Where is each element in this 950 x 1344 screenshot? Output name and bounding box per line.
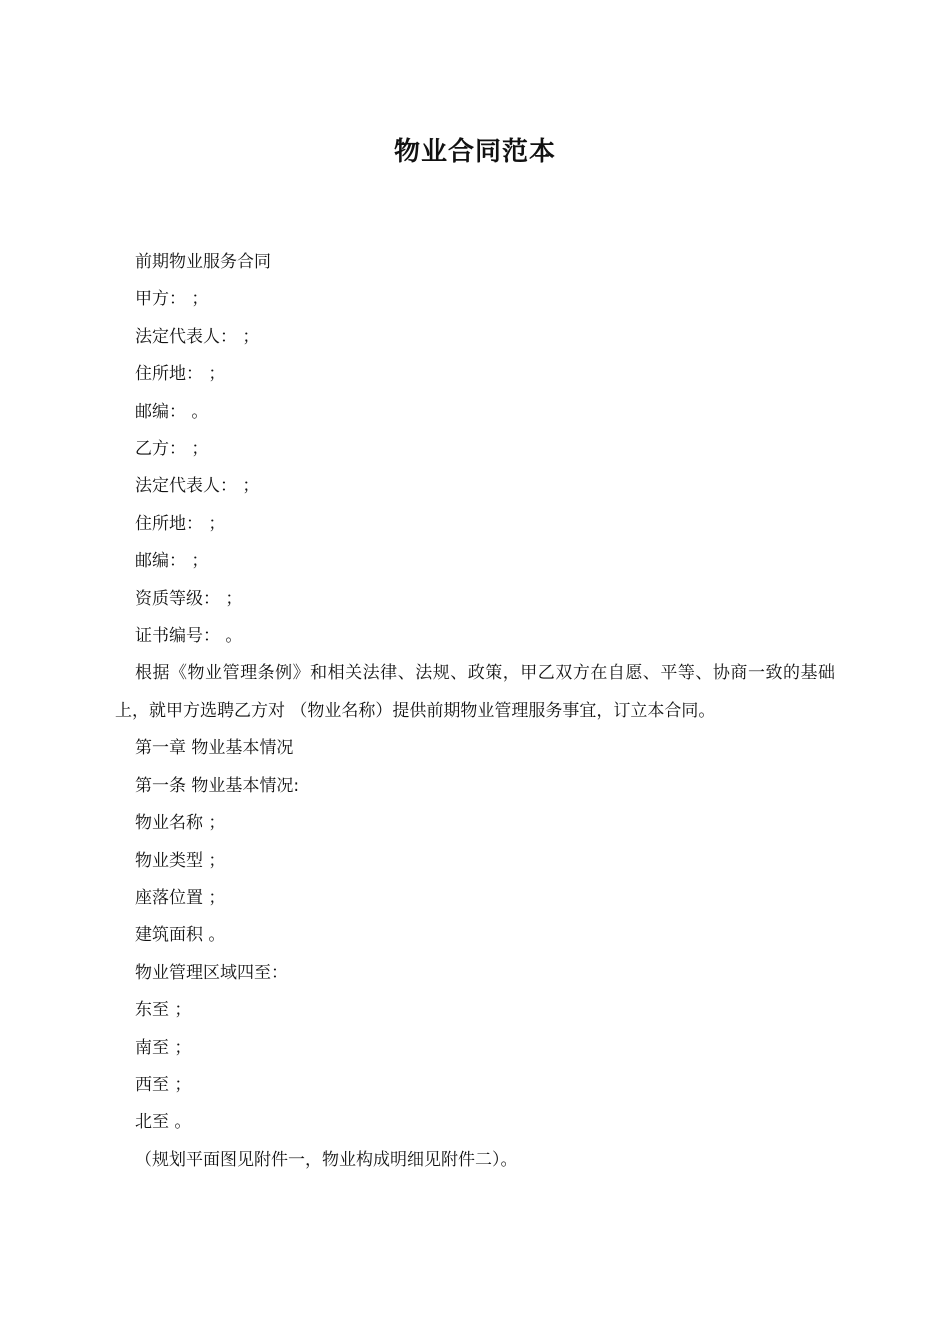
document-body bbox=[115, 244, 835, 1179]
text-line: 建筑面积 。 bbox=[135, 925, 226, 946]
article-heading: 第一条 物业基本情况: bbox=[135, 775, 300, 796]
text-line: 西至 ； bbox=[135, 1074, 192, 1095]
text-line: 南至 ； bbox=[135, 1037, 192, 1058]
text-line: 北至 。 bbox=[135, 1112, 192, 1133]
text-line: 物业类型 ； bbox=[135, 850, 226, 871]
text-line: 甲方： ； bbox=[135, 289, 209, 310]
text-line: 东至 ； bbox=[135, 1000, 192, 1021]
text-line: 资质等级： ； bbox=[135, 588, 243, 609]
text-line: 法定代表人： ； bbox=[135, 326, 260, 347]
text-line: 座落位置 ； bbox=[135, 887, 226, 908]
preamble-paragraph: 根据《物业管理条例》和相关法律、法规、政策，甲乙双方在自愿、平等、协商一致的基础上，就甲方选聘乙方对 （物业名称）提供前期物业管理服务事宜，订立本合同。 bbox=[115, 663, 835, 721]
text-line: 证书编号： 。 bbox=[135, 626, 243, 647]
text-line: 住所地： ； bbox=[135, 364, 226, 385]
text-line: （规划平面图见附件一，物业构成明细见附件二）。 bbox=[135, 1149, 518, 1170]
text-line: 物业名称 ； bbox=[135, 813, 226, 834]
text-line: 乙方： ； bbox=[135, 439, 209, 460]
document-title: 物业合同范本 bbox=[393, 137, 556, 167]
text-line: 前期物业服务合同 bbox=[135, 252, 271, 272]
text-line: 住所地： ； bbox=[135, 513, 226, 534]
chapter-heading: 第一章 物业基本情况 bbox=[135, 738, 294, 759]
text-line: 物业管理区域四至： bbox=[135, 962, 288, 983]
text-line: 邮编： 。 bbox=[135, 401, 209, 422]
text-line: 法定代表人： ； bbox=[135, 476, 260, 497]
text-line: 邮编： ； bbox=[135, 551, 209, 572]
